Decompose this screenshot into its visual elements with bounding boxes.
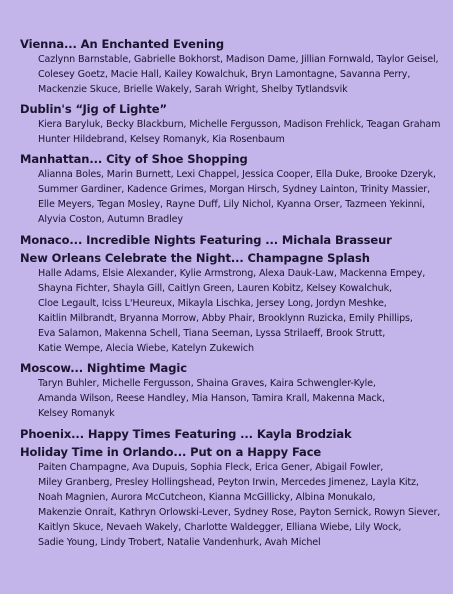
performer-list <box>20 460 449 550</box>
section-title: Phoenix... Happy Times Featuring ... Kayla Brodziak <box>20 427 352 441</box>
performer-line: Taryn Buhler, Michelle Fergusson, Shaina Graves, Kaira Schwengler-Kyle, <box>38 378 376 389</box>
section-manhattan <box>20 151 449 227</box>
performer-line: Noah Magnien, Aurora McCutcheon, Kianna McGillicky, Albina Monukalo, <box>38 492 376 503</box>
section-monaco <box>20 232 449 248</box>
performer-line: Paiten Champagne, Ava Dupuis, Sophia Fleck, Erica Gener, Abigail Fowler, <box>38 462 384 473</box>
performer-line: Halle Adams, Elsie Alexander, Kylie Armstrong, Alexa Dauk-Law, Mackenna Empey, <box>38 268 426 279</box>
performer-line: Hunter Hildebrand, Kelsey Romanyk, Kia Rosenbaum <box>38 134 285 145</box>
section-new-orleans <box>20 250 449 356</box>
section-orlando <box>20 444 449 550</box>
section-vienna <box>20 36 449 97</box>
performer-line: Cazlynn Barnstable, Gabrielle Bokhorst, Madison Dame, Jillian Fornwald, Taylor Geisel, <box>38 54 439 65</box>
performer-line: Sadie Young, Lindy Trobert, Natalie Vandenhurk, Avah Michel <box>38 537 321 548</box>
performer-line: Colesey Goetz, Macie Hall, Kailey Kowalchuk, Bryn Lamontagne, Savanna Perry, <box>38 69 411 80</box>
performer-list <box>20 376 449 421</box>
section-title: Dublin's “Jig of Lighte” <box>20 102 167 116</box>
performer-line: Miley Granberg, Presley Hollingshead, Peyton Irwin, Mercedes Jimenez, Layla Kitz, <box>38 477 419 488</box>
performer-line: Kaitlyn Skuce, Nevaeh Wakely, Charlotte Waldegger, Elliana Wiebe, Lily Wock, <box>38 522 402 533</box>
performer-line: Kaitlin Milbrandt, Bryanna Morrow, Abby Phair, Brooklynn Ruzicka, Emily Phillips, <box>38 313 413 324</box>
performer-line: Kiera Baryluk, Becky Blackburn, Michelle Fergusson, Madison Frehlick, Teagan Graham <box>38 119 441 130</box>
performer-line: Katie Wempe, Alecia Wiebe, Katelyn Zukewich <box>38 343 254 354</box>
performer-list <box>20 266 449 356</box>
performer-line: Shayna Fichter, Shayla Gill, Caitlyn Green, Lauren Kobitz, Kelsey Kowalchuk, <box>38 283 392 294</box>
section-title: Holiday Time in Orlando... Put on a Happy Face <box>20 445 322 459</box>
section-moscow <box>20 360 449 421</box>
performer-line: Kelsey Romanyk <box>38 408 115 419</box>
section-dublin <box>20 101 449 147</box>
performer-list <box>20 52 449 97</box>
performer-line: Alyvia Coston, Autumn Bradley <box>38 214 183 225</box>
performer-line: Eva Salamon, Makenna Schell, Tiana Seeman, Lyssa Strilaeff, Brook Strutt, <box>38 328 386 339</box>
section-phoenix <box>20 426 449 442</box>
performer-line: Cloe Legault, Iciss L'Heureux, Mikayla Lischka, Jersey Long, Jordyn Meshke, <box>38 298 387 309</box>
section-title: Manhattan... City of Shoe Shopping <box>20 152 248 166</box>
section-title: New Orleans Celebrate the Night... Champagne Splash <box>20 251 370 265</box>
performer-line: Alianna Boles, Marin Burnett, Lexi Chappel, Jessica Cooper, Ella Duke, Brooke Dzeryk, <box>38 169 436 180</box>
performer-line: Mackenzie Skuce, Brielle Wakely, Sarah Wright, Shelby Tytlandsvik <box>38 84 348 95</box>
performer-line: Makenzie Onrait, Kathryn Orlowski-Lever, Sydney Rose, Payton Sernick, Rowyn Siever, <box>38 507 441 518</box>
performer-line: Summer Gardiner, Kadence Grimes, Morgan Hirsch, Sydney Lainton, Trinity Massier, <box>38 184 430 195</box>
performer-line: Amanda Wilson, Reese Handley, Mia Hanson, Tamira Krall, Makenna Mack, <box>38 393 385 404</box>
section-title: Monaco... Incredible Nights Featuring ... Michala Brasseur <box>20 233 392 247</box>
performer-line: Elle Meyers, Tegan Mosley, Rayne Duff, Lily Nichol, Kyanna Orser, Tazmeen Yekinni, <box>38 199 425 210</box>
section-title: Vienna... An Enchanted Evening <box>20 37 225 51</box>
section-title: Moscow... Nightime Magic <box>20 361 187 375</box>
performer-list <box>20 167 449 227</box>
performer-list <box>20 117 449 147</box>
